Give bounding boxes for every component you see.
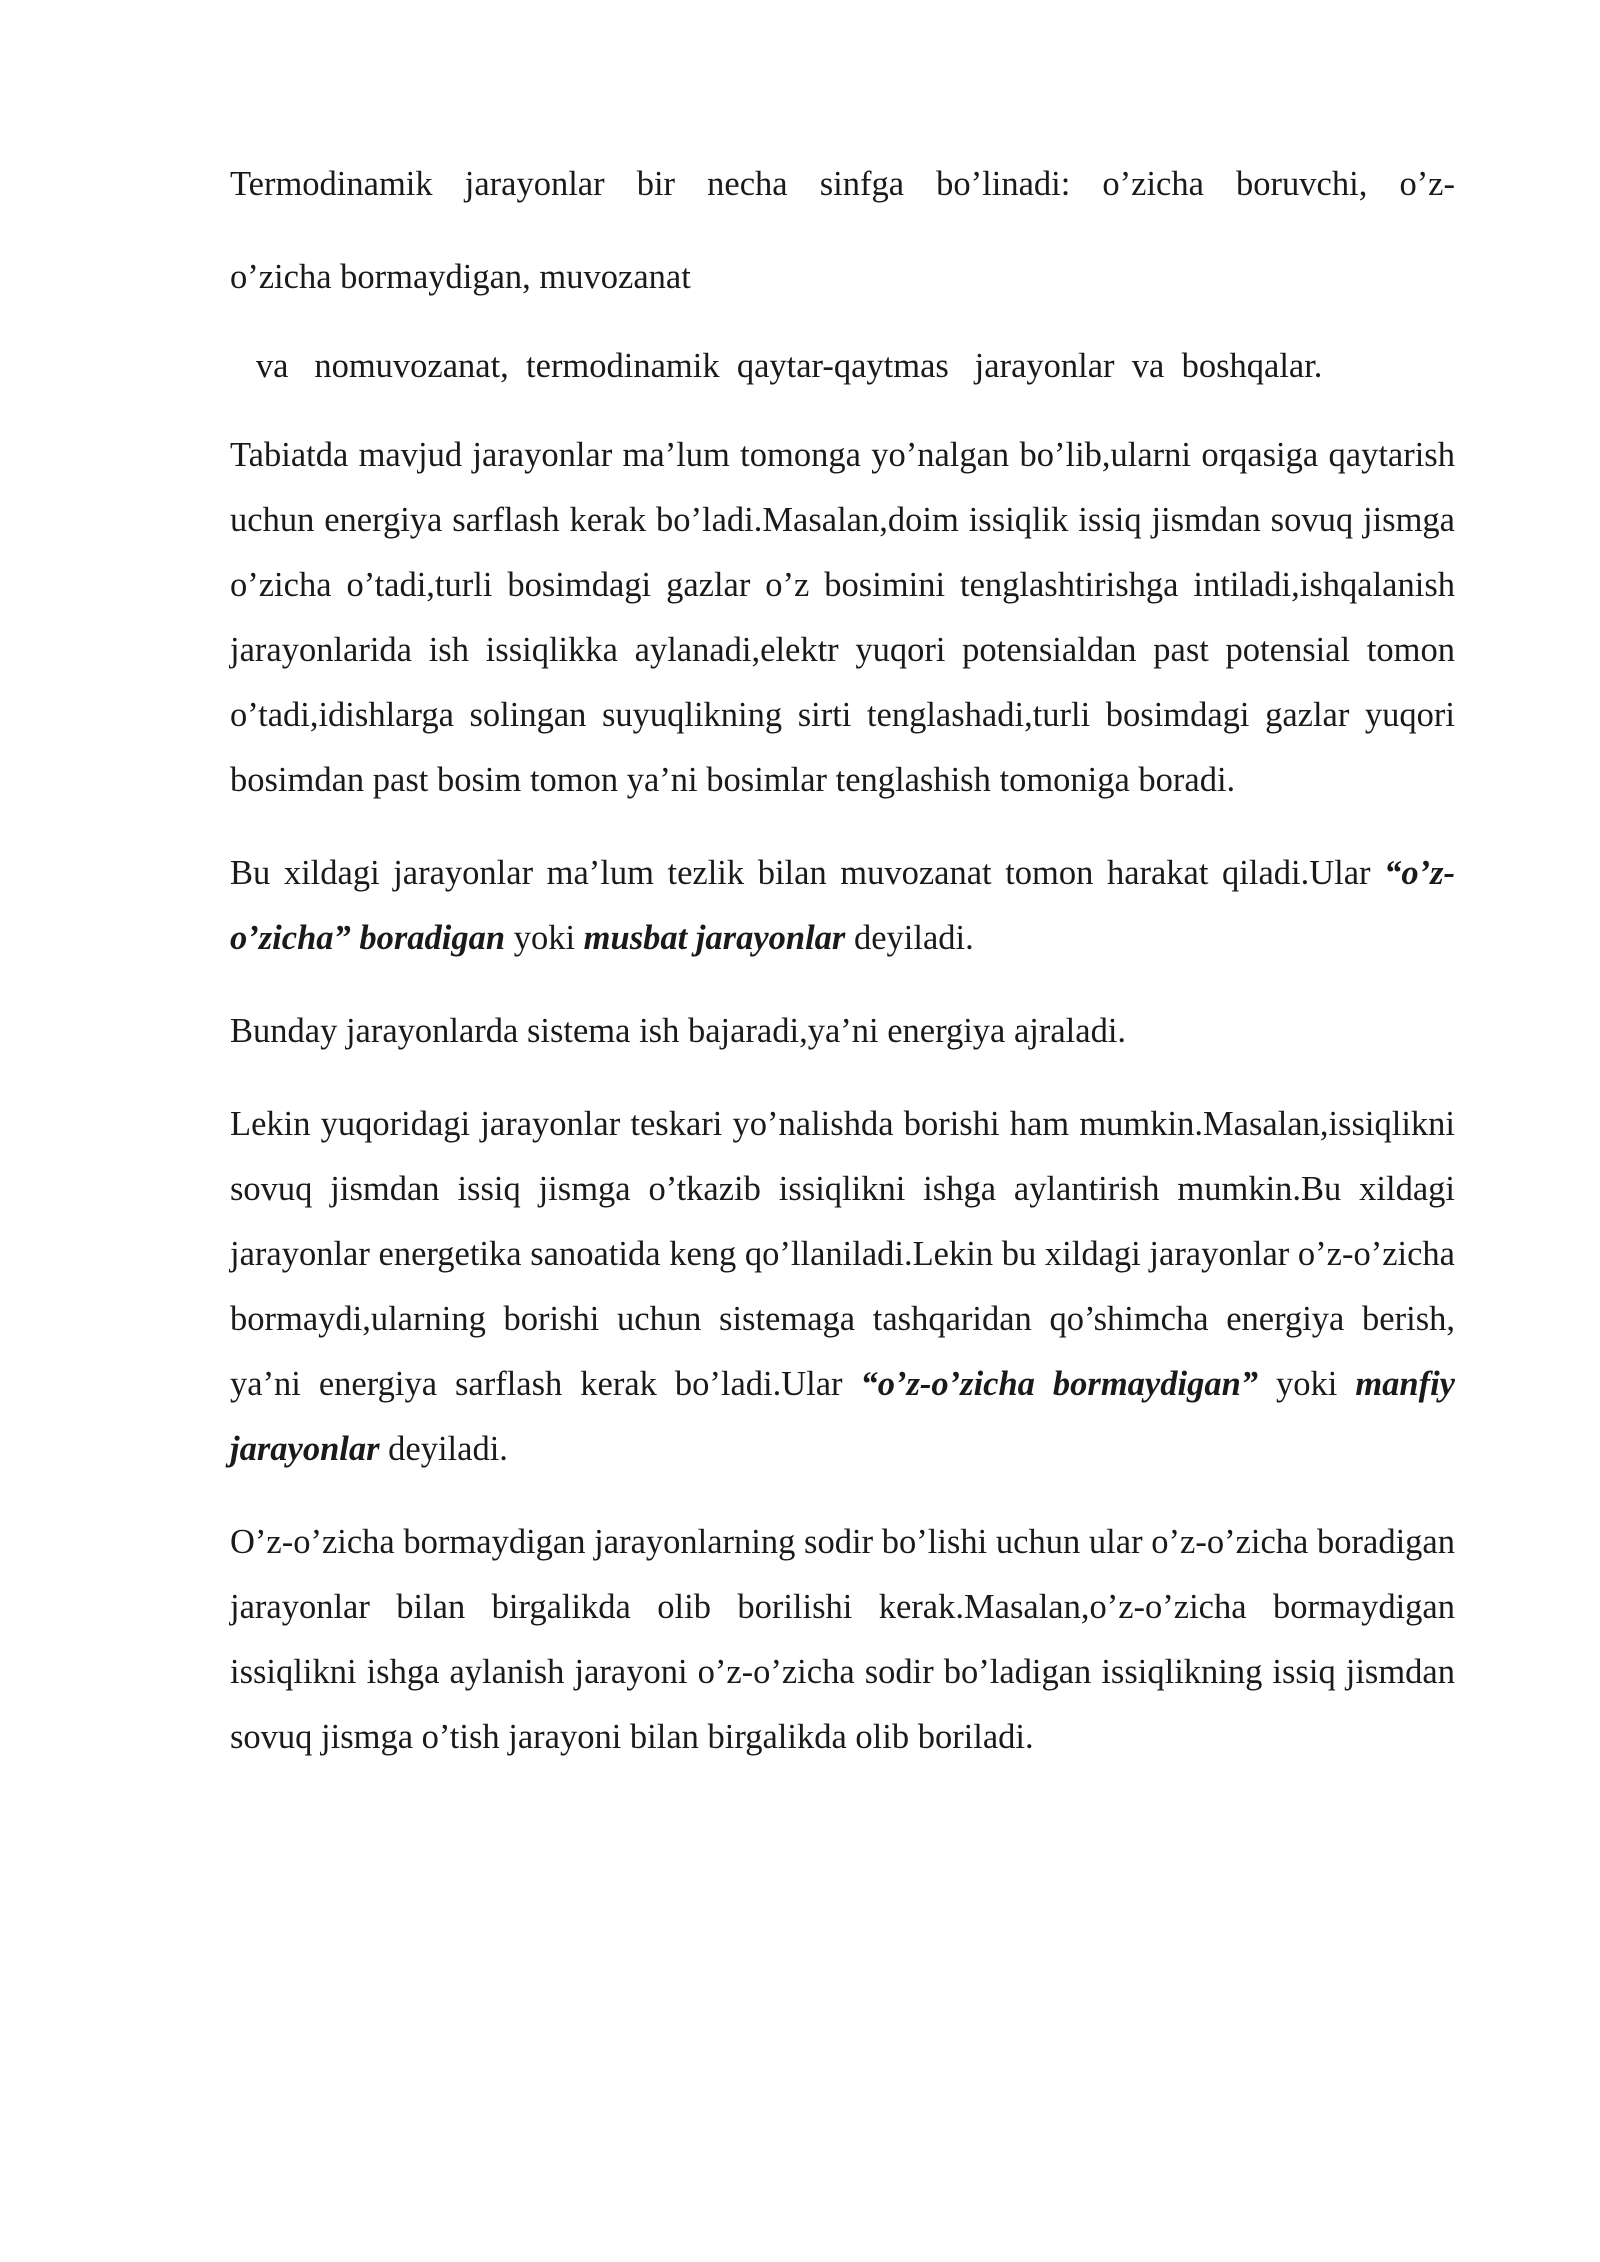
- paragraph-natural-processes: Tabiatda mavjud jarayonlar ma’lum tomonga yo’nalgan bo’lib,ularni orqasiga qaytarish uchun energiya sarflash kerak bo’ladi.Masalan,doim issiqlik issiq jismdan sovuq jismga o’zicha o’tadi,turli bosimdagi gazlar o’z bosimini tenglashtirishga intiladi,ishqalanish jarayonlarida ish issiqlikka aylanadi,elektr yuqori potensialdan past potensial tomon o’tadi,idishlarga solingan suyuqlikning sirti tenglashadi,turli bosimdagi gazlar yuqori bosimdan past bosim tomon ya’ni bosimlar tenglashish tomoniga boradi.: [230, 436, 1455, 799]
- negative-term-2: manfiy jarayonlar: [230, 1365, 1455, 1468]
- positive-text-2: yoki: [505, 919, 584, 957]
- intro-line-3: va nomuvozanat, termodinamik qaytar-qaytmas jarayonlar va boshqalar.: [230, 347, 1323, 385]
- document-page: [230, 152, 1455, 1770]
- negative-text-2: yoki: [1258, 1365, 1356, 1403]
- paragraph-intro: [230, 152, 1455, 395]
- negative-term-1: “o’z-o’zicha bormaydigan”: [860, 1365, 1259, 1403]
- intro-line-2: o’zicha bormaydigan, muvozanat: [230, 258, 691, 296]
- negative-text-3: deyiladi.: [379, 1430, 508, 1468]
- paragraph-system-work: Bunday jarayonlarda sistema ish bajaradi,ya’ni energiya ajraladi.: [230, 1012, 1127, 1050]
- intro-line-1: Termodinamik jarayonlar bir necha sinfga bo’linadi: o’zicha boruvchi, o’z-: [230, 165, 1455, 203]
- paragraph-positive-processes: [230, 841, 1455, 971]
- positive-term-2: musbat jarayonlar: [583, 919, 846, 957]
- positive-text-1: Bu xildagi jarayonlar ma’lum tezlik bilan muvozanat tomon harakat qiladi.Ular: [230, 854, 1385, 892]
- positive-text-3: deyiladi.: [845, 919, 974, 957]
- paragraph-combined-processes: O’z-o’zicha bormaydigan jarayonlarning sodir bo’lishi uchun ular o’z-o’zicha boradigan jarayonlar bilan birgalikda olib borilishi kerak.Masalan,o’z-o’zicha bormaydigan issiqlikni ishga aylanish jarayoni o’z-o’zicha sodir bo’ladigan issiqlikning issiq jismdan sovuq jismga o’tish jarayoni bilan birgalikda olib boriladi.: [230, 1523, 1455, 1756]
- positive-term-1: “o’z-o’zicha” boradigan: [230, 854, 1455, 957]
- paragraph-negative-processes: [230, 1092, 1455, 1482]
- negative-text-1: Lekin yuqoridagi jarayonlar teskari yo’nalishda borishi ham mumkin.Masalan,issiqlikni sovuq jismdan issiq jismga o’tkazib issiqlikni ishga aylantirish mumkin.Bu xildagi jarayonlar energetika sanoatida keng qo’llaniladi.Lekin bu xildagi jarayonlar o’z-o’zicha bormaydi,ularning borishi uchun sistemaga tashqaridan qo’shimcha energiya berish, ya’ni energiya sarflash kerak bo’ladi.Ular: [230, 1105, 1455, 1403]
